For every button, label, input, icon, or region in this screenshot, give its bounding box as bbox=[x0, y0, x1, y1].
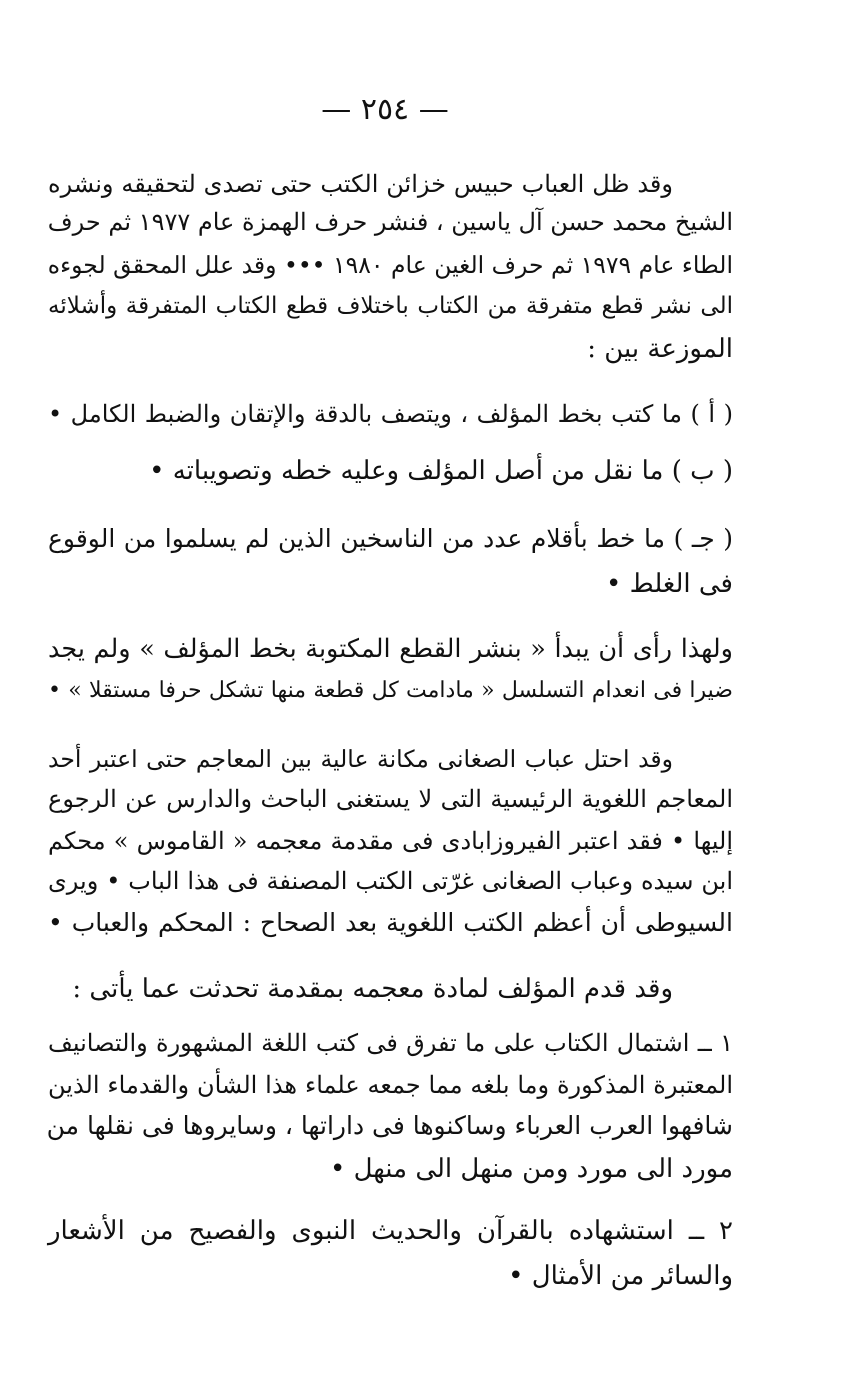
paragraph-3-line-5: السيوطى أن أعظم الكتب اللغوية بعد الصحاح : المحكم والعباب • bbox=[48, 908, 733, 937]
paragraph-3-line-2: المعاجم اللغوية الرئيسية التى لا يستغنى الباحث والدارس عن الرجوع bbox=[48, 785, 733, 813]
paragraph-3-line-4: ابن سيده وعباب الصغانى غرّتى الكتب المصنفة فى هذا الباب • ويرى bbox=[48, 867, 733, 895]
list-item-a: ( أ ) ما كتب بخط المؤلف ، ويتصف بالدقة والإتقان والضبط الكامل • bbox=[48, 400, 733, 428]
page-number: — ٢٥٤ — bbox=[321, 92, 449, 127]
point-1-line-2: المعتبرة المذكورة وما بلغه مما جمعه علماء هذا الشأن والقدماء الذين bbox=[48, 1071, 733, 1099]
point-1-line-3: شافهوا العرب العرباء وساكنوها فى داراتها ، وسايروها فى نقلها من bbox=[46, 1111, 733, 1140]
list-item-c-line-1: ( جـ ) ما خط بأقلام عدد من الناسخين الذين لم يسلموا من الوقوع bbox=[48, 524, 733, 553]
paragraph-2-line-2: ضيرا فى انعدام التسلسل « مادامت كل قطعة منها تشكل حرفا مستقلا » • bbox=[48, 678, 733, 703]
list-item-b: ( ب ) ما نقل من أصل المؤلف وعليه خطه وتصويباته • bbox=[149, 456, 733, 486]
point-1-line-1: ١ ــ اشتمال الكتاب على ما تفرق فى كتب اللغة المشهورة والتصانيف bbox=[48, 1029, 733, 1057]
paragraph-3-line-1: وقد احتل عباب الصغانى مكانة عالية بين المعاجم حتى اعتبر أحد bbox=[48, 745, 673, 773]
point-1-line-4: مورد الى مورد ومن منهل الى منهل • bbox=[330, 1154, 733, 1184]
paragraph-1-line-4: الى نشر قطع متفرقة من الكتاب باختلاف قطع الكتاب المتفرقة وأشلائه bbox=[48, 293, 733, 319]
paragraph-1-line-3: الطاء عام ١٩٧٩ ثم حرف الغين عام ١٩٨٠ ••• وقد علل المحقق لجوءه bbox=[47, 251, 733, 279]
point-2-line-2: والسائر من الأمثال • bbox=[508, 1261, 733, 1291]
paragraph-1-line-2: الشيخ محمد حسن آل ياسين ، فنشر حرف الهمزة عام ١٩٧٧ ثم حرف bbox=[47, 208, 733, 236]
paragraph-1-line-1: وقد ظل العباب حبيس خزائن الكتب حتى تصدى لتحقيقه ونشره bbox=[48, 170, 673, 198]
list-item-c-line-2: فى الغلط • bbox=[606, 569, 733, 599]
point-2-line-1: ٢ ــ استشهاده بالقرآن والحديث النبوى والفصيح من الأشعار bbox=[48, 1216, 733, 1246]
paragraph-1-line-5: الموزعة بين : bbox=[587, 334, 733, 364]
paragraph-3-line-3: إليها • فقد اعتبر الفيروزابادى فى مقدمة معجمه « القاموس » محكم bbox=[48, 827, 733, 855]
paragraph-2-line-1: ولهذا رأى أن يبدأ « بنشر القطع المكتوبة بخط المؤلف » ولم يجد bbox=[48, 634, 733, 664]
paragraph-4-line-1: وقد قدم المؤلف لمادة معجمه بمقدمة تحدثت عما يأتى : bbox=[72, 974, 673, 1004]
